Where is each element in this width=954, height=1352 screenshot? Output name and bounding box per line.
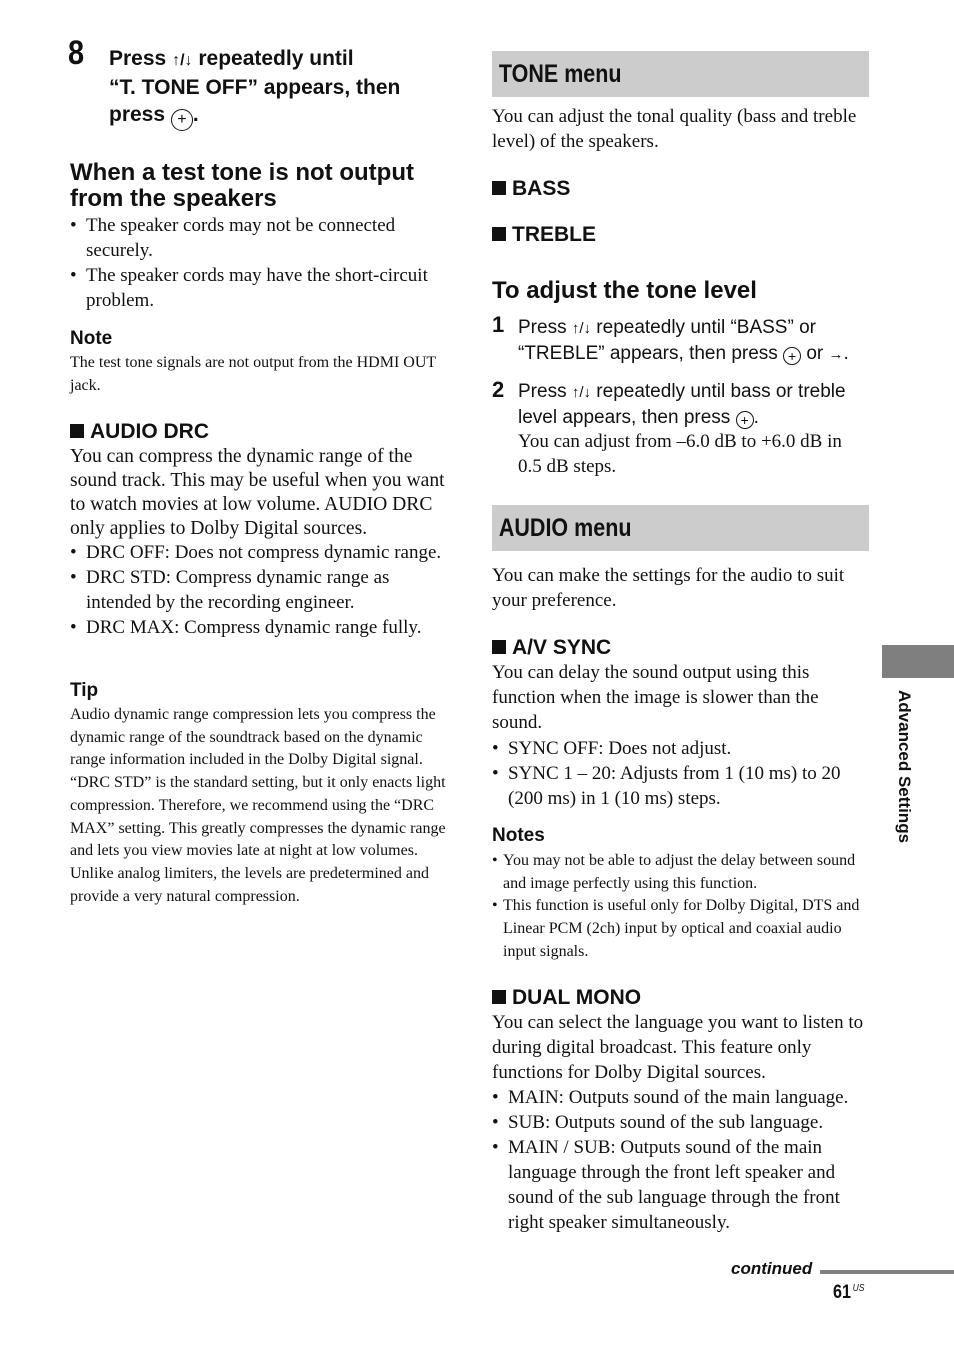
continued-rule [820,1270,954,1274]
note-label: Note [70,328,113,349]
up-down-arrow-icon: ↑/↓ [571,320,592,337]
enter-button-icon: + [783,347,801,365]
tone-menu-bar [492,51,869,97]
step-2-number: 2 [492,377,505,402]
list-item: • You may not be able to adjust the delay between sound and image perfectly using this function. [492,850,870,895]
list-item: • DRC MAX: Compress dynamic range fully. [70,615,450,640]
section-tab-marker [882,645,954,678]
tone-menu-title: TONE menu [498,60,622,88]
no-tone-heading: When a test tone is not output from the speakers [70,159,414,212]
continued-label: continued [731,1259,813,1278]
list-item: • MAIN: Outputs sound of the main language. [492,1085,872,1110]
step-8-instruction: Press ↑/↓ repeatedly until “T. TONE OFF” appears, then press + . [109,45,454,131]
square-bullet-icon [70,424,84,438]
av-sync-intro: You can delay the sound output using this function when the image is slower than the sound. [492,662,819,733]
tip-text: Audio dynamic range compression lets you compress the dynamic range of the soundtrack based on the dynamic range information included in the Dolby Digital signal. “DRC STD” is the standard setting, but it only enacts light compression. Therefore, we recommend using the “DRC MAX” setting. This greatly compresses the dynamic range and lets you view movies late at night at low volumes. Unlike analog limiters, the levels are predetermined and provide a very natural compression. [70,706,446,905]
audio-menu-title: AUDIO menu [498,514,632,542]
notes-list [492,850,870,964]
square-bullet-icon [492,227,506,241]
step-1-instruction: Press ↑/↓ repeatedly until “BASS” or “TREBLE” appears, then press + or →. [518,317,849,364]
list-item: • SUB: Outputs sound of the sub language. [492,1110,872,1135]
tone-menu-intro: You can adjust the tonal quality (bass and treble level) of the speakers. [492,106,857,152]
dual-mono-options [492,1085,872,1235]
note-text: The test tone signals are not output from the HDMI OUT jack. [70,354,436,394]
audio-drc-heading: AUDIO DRC [70,420,209,444]
up-down-arrow-icon: ↑/↓ [172,52,193,69]
right-arrow-icon: → [828,346,844,363]
audio-drc-intro: You can compress the dynamic range of the sound track. This may be useful when you want to watch movies at low volume. AUDIO DRC only applies to Dolby Digital sources. [70,446,445,539]
treble-heading: TREBLE [492,223,596,247]
section-tab-label: Advanced Settings [895,690,914,844]
step-8-number: 8 [68,34,85,72]
square-bullet-icon [492,990,506,1004]
list-item: • MAIN / SUB: Outputs sound of the main language through the front left speaker and sound of the sub language through the front right speaker simultaneously. [492,1135,872,1235]
audio-menu-bar [492,505,869,551]
enter-button-icon: + [171,109,193,131]
list-item: • The speaker cords may not be connected securely. [70,213,450,263]
page-number: 61 $^{US}$ [833,1282,865,1303]
list-item: • SYNC 1 – 20: Adjusts from 1 (10 ms) to 20 (200 ms) in 1 (10 ms) steps. [492,761,869,811]
dual-mono-intro: You can select the language you want to listen to during digital broadcast. This feature only functions for Dolby Digital sources. [492,1012,864,1083]
step-2-instruction: Press ↑/↓ repeatedly until bass or treble level appears, then press + . [518,381,846,428]
list-item: • The speaker cords may have the short-circuit problem. [70,263,450,313]
av-sync-options [492,736,869,811]
list-item: • DRC STD: Compress dynamic range as intended by the recording engineer. [70,565,450,615]
bass-heading: BASS [492,177,570,201]
tone-level-subheading: To adjust the tone level [492,277,757,304]
tip-label: Tip [70,680,99,701]
av-sync-heading: A/V SYNC [492,636,611,660]
step-1-number: 1 [492,312,505,337]
square-bullet-icon [492,640,506,654]
notes-label: Notes [492,825,545,846]
no-tone-list [70,213,450,313]
audio-drc-options [70,540,450,640]
step-2-detail: You can adjust from –6.0 dB to +6.0 dB in 0.5 dB steps. [518,431,842,477]
list-item: • SYNC OFF: Does not adjust. [492,736,869,761]
dual-mono-heading: DUAL MONO [492,986,641,1010]
enter-button-icon: + [736,411,754,429]
audio-menu-intro: You can make the settings for the audio to suit your preference. [492,565,845,611]
up-down-arrow-icon: ↑/↓ [571,384,592,401]
list-item: • DRC OFF: Does not compress dynamic range. [70,540,450,565]
list-item: • This function is useful only for Dolby Digital, DTS and Linear PCM (2ch) input by optical and coaxial audio input signals. [492,895,870,963]
square-bullet-icon [492,181,506,195]
